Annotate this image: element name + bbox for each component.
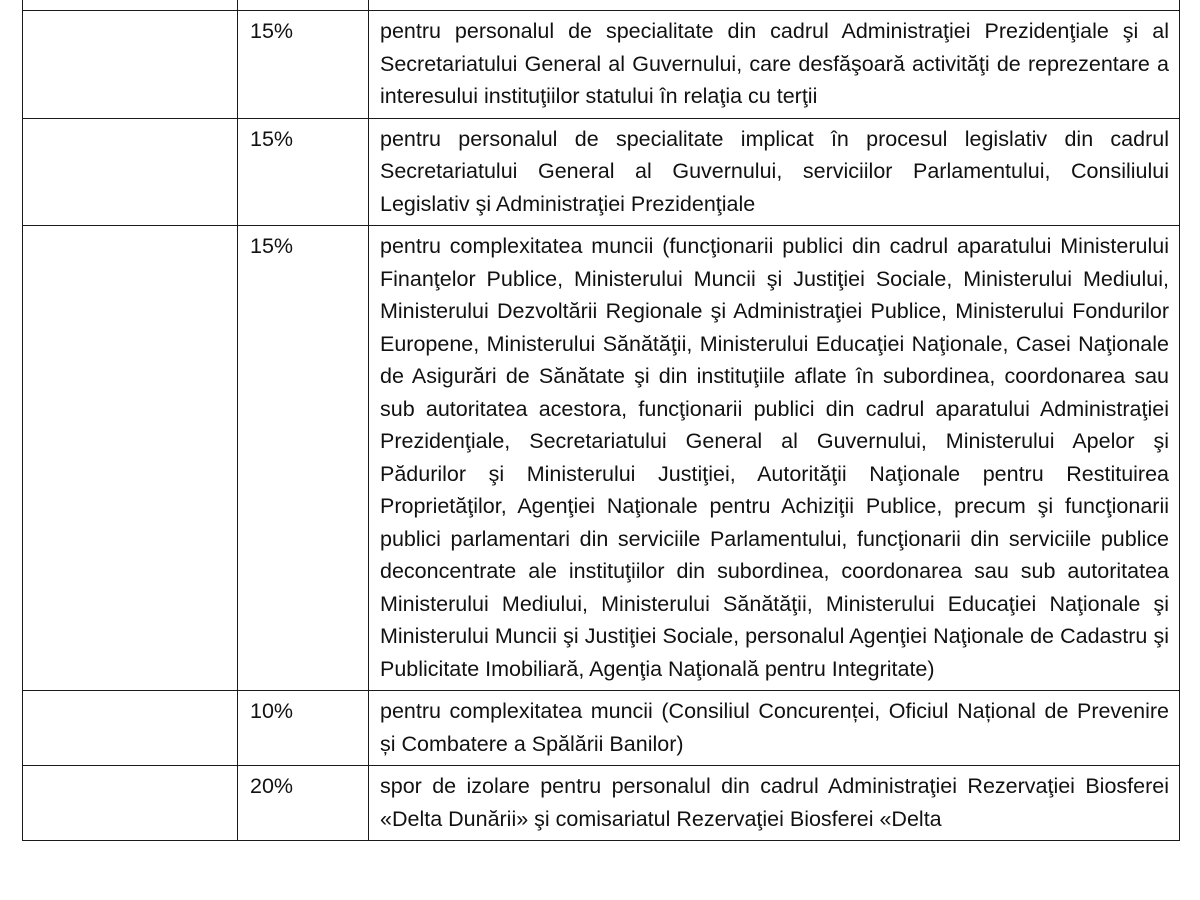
empty-cell xyxy=(23,0,238,11)
description-cell: pentru complexitatea muncii (Consiliul Concurenței, Oficiul Național de Prevenire și Combatere a Spălării Banilor) xyxy=(369,691,1180,766)
table-row xyxy=(23,11,1180,119)
empty-cell xyxy=(23,691,238,766)
empty-cell xyxy=(23,11,238,119)
table-row xyxy=(23,691,1180,766)
percent-cell: 15% xyxy=(238,11,369,119)
table-row xyxy=(23,226,1180,691)
description-cell: pentru personalul de specialitate din cadrul Administraţiei Prezidenţiale şi al Secretariatului General al Guvernului, care desfăşoară activităţi de reprezentare a interesului instituţiilor statului în relaţia cu terţii xyxy=(369,11,1180,119)
description-cell: pentru complexitatea muncii (funcţionarii publici din cadrul aparatului Ministerului Finanţelor Publice, Ministerului Muncii şi Justiţiei Sociale, Ministerului Mediului, Ministerului Dezvoltării Regionale şi Administraţiei Publice, Ministerului Fondurilor Europene, Ministerului Sănătăţii, Ministerului Educaţiei Naţionale, Casei Naţionale de Asigurări de Sănătate şi din instituţiile aflate în subordinea, coordonarea sau sub autoritatea acestora, funcţionarii publici din cadrul aparatului Administraţiei Prezidenţiale, Secretariatului General al Guvernului, Ministerului Apelor şi Pădurilor şi Ministerului Justiţiei, Autorităţii Naţionale pentru Restituirea Proprietăţilor, Agenţiei Naţionale pentru Achiziţii Publice, precum şi funcţionarii publici parlamentari din serviciile Parlamentului, funcţionarii din serviciile publice deconcentrate ale instituţiilor din subordinea, coordonarea sau sub autoritatea Ministerului Mediului, Ministerului Sănătăţii, Ministerului Educaţiei Naţionale şi Ministerului Muncii şi Justiţiei Sociale, personalul Agenţiei Naţionale de Cadastru şi Publicitate Imobiliară, Agenţia Naţională pentru Integritate) xyxy=(369,226,1180,691)
description-cell: spor de izolare pentru personalul din cadrul Administraţiei Rezervaţiei Biosferei «Delta Dunării» şi comisariatul Rezervaţiei Biosferei «Delta xyxy=(369,766,1180,841)
table-row-partial-top xyxy=(23,0,1180,11)
description-cell: pentru personalul de specialitate implicat în procesul legislativ din cadrul Secretariatului General al Guvernului, serviciilor Parlamentului, Consiliului Legislativ şi Administraţiei Prezidenţiale xyxy=(369,118,1180,226)
percent-cell: 20% xyxy=(238,766,369,841)
percent-cell: 10% xyxy=(238,691,369,766)
empty-cell xyxy=(369,0,1180,11)
table-row xyxy=(23,118,1180,226)
empty-cell xyxy=(23,118,238,226)
percent-cell: 15% xyxy=(238,226,369,691)
empty-cell xyxy=(23,226,238,691)
percent-cell: 15% xyxy=(238,118,369,226)
empty-cell xyxy=(238,0,369,11)
empty-cell xyxy=(23,766,238,841)
table-row xyxy=(23,766,1180,841)
allowance-table xyxy=(22,0,1180,841)
